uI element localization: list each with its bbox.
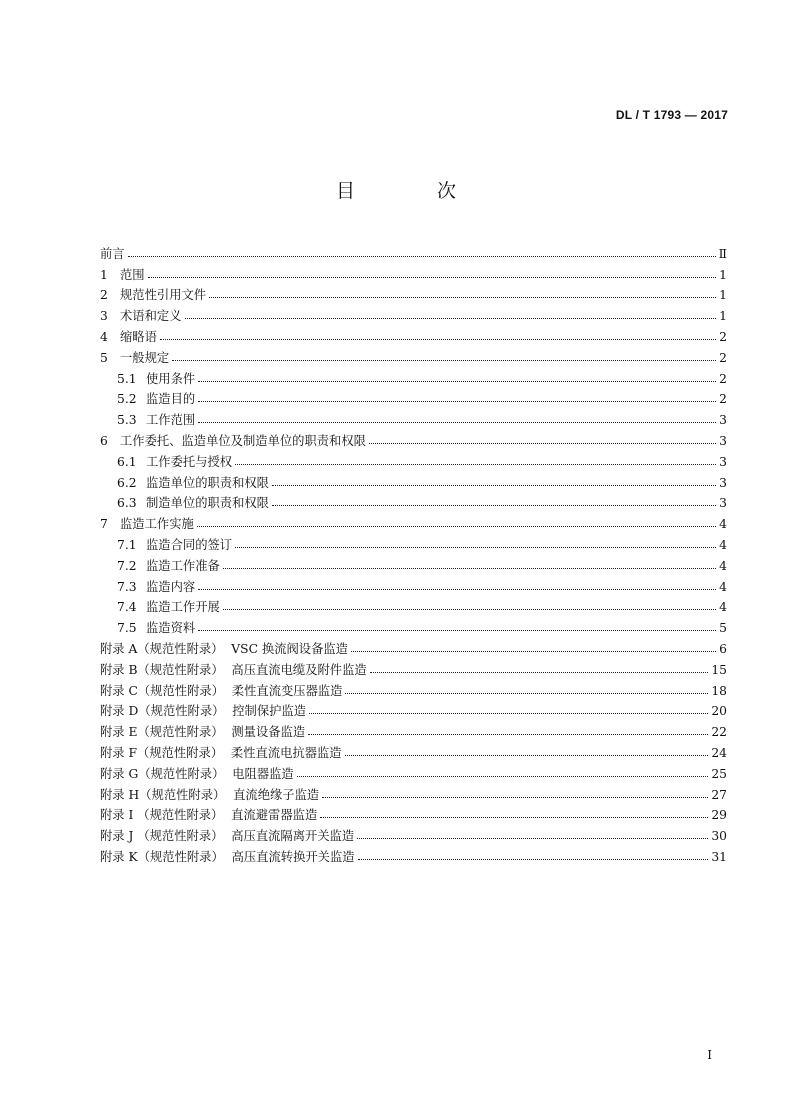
toc-entry-label: 范围 [120, 267, 145, 282]
toc-entry-page: Ⅱ [718, 246, 727, 261]
toc-entry-page: 1 [719, 267, 727, 282]
toc-entry[interactable] [100, 406, 727, 427]
toc-entry-number: 4 [100, 329, 108, 344]
dot-leader [148, 276, 716, 278]
toc-entry-page: 3 [719, 496, 727, 511]
toc-entry[interactable] [100, 781, 727, 802]
toc-entry-label: 监造目的 [146, 392, 196, 407]
toc-entry-page: 4 [719, 537, 727, 552]
toc-entry-label: 附录 K（规范性附录） 高压直流转换开关监造 [100, 849, 355, 864]
dot-leader [198, 400, 716, 402]
toc-entry-number: 1 [100, 267, 108, 282]
toc-entry-label: 工作委托、监造单位及制造单位的职责和权限 [120, 433, 366, 448]
toc-entry-number: 7.5 [117, 621, 137, 636]
toc-entry-page: 2 [719, 392, 727, 407]
toc-entry-label: 制造单位的职责和权限 [146, 496, 269, 511]
toc-entry-page: 30 [711, 829, 727, 844]
toc-entry-page: 2 [719, 329, 727, 344]
document-code: DL / T 1793 — 2017 [615, 108, 728, 122]
toc-entry-label: 附录 D（规范性附录） 控制保护监造 [100, 704, 307, 719]
dot-leader [198, 421, 716, 423]
dot-leader [272, 504, 716, 506]
dot-leader [198, 380, 716, 382]
toc-entry-page: 2 [719, 350, 727, 365]
toc-entry-page: 6 [719, 641, 727, 656]
toc-entry-number: 5.1 [117, 371, 137, 386]
toc-entry-label: 使用条件 [146, 371, 196, 386]
toc-entry-number: 5 [100, 350, 108, 365]
dot-leader [309, 712, 708, 714]
toc-entry[interactable] [100, 365, 727, 386]
dot-leader [308, 733, 708, 735]
toc-entry[interactable] [100, 614, 727, 635]
toc-entry[interactable] [100, 490, 727, 511]
toc-entry[interactable] [100, 323, 727, 344]
toc-entry-label: 监造内容 [146, 579, 196, 594]
toc-entry-number: 2 [100, 288, 108, 303]
toc-entry-label: 附录 I （规范性附录） 直流避雷器监造 [100, 808, 318, 823]
toc-entry[interactable] [100, 594, 727, 615]
toc-entry[interactable] [100, 573, 727, 594]
toc-entry[interactable] [100, 240, 727, 261]
dot-leader [322, 796, 708, 798]
toc-entry-page: 3 [719, 433, 727, 448]
dot-leader [345, 692, 708, 694]
toc-entry-page: 4 [719, 517, 727, 532]
toc-entry-page: 1 [719, 309, 727, 324]
dot-leader [358, 858, 709, 860]
toc-entry-label: 附录 H（规范性附录） 直流绝缘子监造 [100, 787, 320, 802]
dot-leader [209, 296, 716, 298]
dot-leader [345, 754, 709, 756]
toc-entry-label: 附录 B（规范性附录） 高压直流电缆及附件监造 [100, 662, 367, 677]
toc-title: 目 次 [335, 180, 495, 202]
toc-entry-page: 4 [719, 600, 727, 615]
toc-entry-number: 7.1 [117, 537, 137, 552]
toc-entry-label: 附录 E（规范性附录） 测量设备监造 [100, 725, 306, 740]
toc-entry[interactable] [100, 822, 727, 843]
toc-entry[interactable] [100, 802, 727, 823]
toc-entry[interactable] [100, 427, 727, 448]
toc-entry[interactable] [100, 282, 727, 303]
toc-entry-label: 工作委托与授权 [146, 454, 233, 469]
toc-entry[interactable] [100, 843, 727, 864]
toc-entry-number: 5.3 [117, 413, 137, 428]
toc-entry-page: 22 [711, 725, 727, 740]
toc-entry[interactable] [100, 677, 727, 698]
toc-entry-page: 2 [719, 371, 727, 386]
toc-entry[interactable] [100, 469, 727, 490]
toc-entry-label: 附录 J （规范性附录） 高压直流隔离开关监造 [100, 829, 355, 844]
dot-leader [272, 484, 716, 486]
toc-entry-page: 3 [719, 454, 727, 469]
toc-entry-number: 5.2 [117, 392, 137, 407]
toc-entry-label: 缩略语 [120, 329, 157, 344]
toc-entry-page: 15 [711, 662, 727, 677]
toc-entry-page: 4 [719, 558, 727, 573]
toc-entry-number: 7.4 [117, 600, 137, 615]
toc-entry-page: 18 [711, 683, 727, 698]
dot-leader [320, 816, 708, 818]
toc-entry-label: 前言 [100, 246, 125, 261]
dot-leader [198, 629, 716, 631]
toc-entry-number: 6.1 [117, 454, 137, 469]
toc-entry[interactable] [100, 635, 727, 656]
toc-entry-label: 附录 C（规范性附录） 柔性直流变压器监造 [100, 683, 343, 698]
dot-leader [198, 588, 716, 590]
dot-leader [223, 567, 716, 569]
toc-entry-label: 附录 F（规范性附录） 柔性直流电抗器监造 [100, 745, 342, 760]
toc-entry-page: 27 [711, 787, 727, 802]
toc-entry-label: 监造工作实施 [120, 517, 194, 532]
toc-entry-page: 4 [719, 579, 727, 594]
toc-entry-number: 7 [100, 517, 108, 532]
dot-leader [172, 359, 716, 361]
toc-entry-page: 31 [711, 849, 727, 864]
toc-entry-label: 规范性引用文件 [120, 288, 207, 303]
toc-entry-label: 监造资料 [146, 621, 196, 636]
toc-entry[interactable] [100, 739, 727, 760]
toc-entry-number: 7.3 [117, 579, 137, 594]
dot-leader [369, 442, 716, 444]
toc-entry[interactable] [100, 302, 727, 323]
dot-leader [160, 338, 716, 340]
toc-entry-label: 术语和定义 [120, 309, 182, 324]
toc-entry-label: 附录 A（规范性附录） VSC 换流阀设备监造 [100, 641, 348, 656]
toc-entry-page: 20 [711, 704, 727, 719]
toc-entry-page: 3 [719, 413, 727, 428]
toc-entry-label: 监造工作准备 [146, 558, 220, 573]
toc-entry[interactable] [100, 510, 727, 531]
toc-entry[interactable] [100, 760, 727, 781]
toc-entry-page: 5 [719, 621, 727, 636]
toc-entry-number: 7.2 [117, 558, 137, 573]
toc-entry[interactable] [100, 718, 727, 739]
dot-leader [297, 775, 709, 777]
toc-entry-number: 6.3 [117, 496, 137, 511]
dot-leader [357, 837, 708, 839]
table-of-contents [100, 240, 727, 864]
page-number: I [707, 1048, 712, 1062]
toc-entry[interactable] [100, 698, 727, 719]
toc-entry-page: 29 [711, 808, 727, 823]
toc-entry-number: 6.2 [117, 475, 137, 490]
toc-entry-label: 监造单位的职责和权限 [146, 475, 269, 490]
toc-entry-label: 工作范围 [146, 413, 196, 428]
toc-entry-label: 监造合同的签订 [146, 537, 233, 552]
toc-entry[interactable] [100, 552, 727, 573]
toc-entry-page: 1 [719, 288, 727, 303]
dot-leader [197, 525, 716, 527]
dot-leader [370, 671, 709, 673]
toc-entry-page: 3 [719, 475, 727, 490]
dot-leader [351, 650, 716, 652]
toc-entry-page: 24 [711, 745, 727, 760]
toc-entry-number: 3 [100, 309, 108, 324]
toc-entry-label: 监造工作开展 [146, 600, 220, 615]
toc-entry[interactable] [100, 344, 727, 365]
toc-entry[interactable] [100, 261, 727, 282]
toc-entry-page: 25 [711, 766, 727, 781]
toc-entry-label: 附录 G（规范性附录） 电阻器监造 [100, 766, 294, 781]
dot-leader [235, 463, 716, 465]
toc-entry-number: 6 [100, 433, 108, 448]
toc-entry-label: 一般规定 [120, 350, 170, 365]
dot-leader [185, 317, 717, 319]
toc-entry[interactable] [100, 386, 727, 407]
dot-leader [128, 255, 716, 257]
toc-entry[interactable] [100, 448, 727, 469]
dot-leader [235, 546, 716, 548]
toc-entry[interactable] [100, 531, 727, 552]
dot-leader [223, 608, 716, 610]
toc-entry[interactable] [100, 656, 727, 677]
